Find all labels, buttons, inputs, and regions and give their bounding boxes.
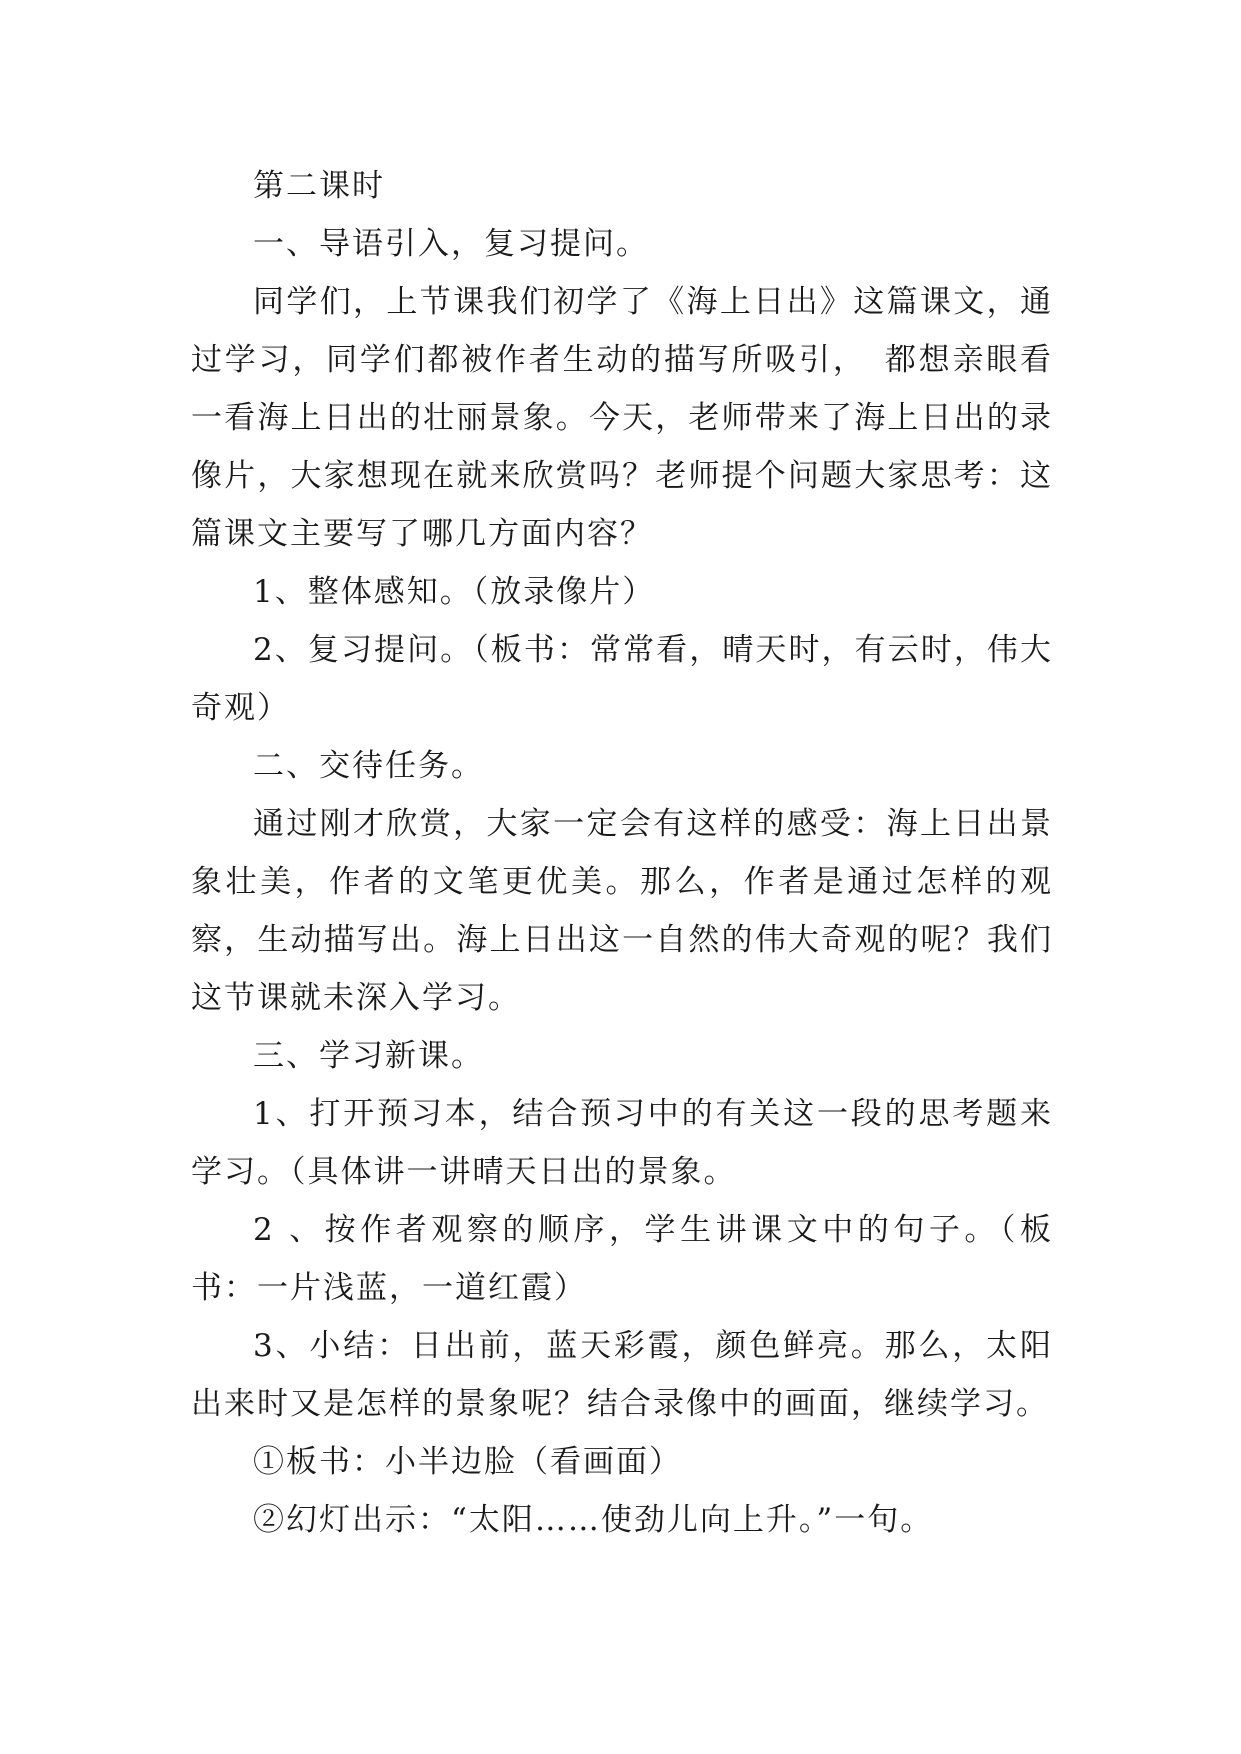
board-note-1: ①板书：小半边脸（看画面） [253,1444,682,1480]
step-open-workbook: 1、打开预习本，结合预习中的有关这一段的思考题来学习。（具体讲一讲晴天日出的景象。 [191,1096,1053,1190]
step-observation-order: 2 、按作者观察的顺序，学生讲课文中的句子。（板书：一片浅蓝，一道红霞） [191,1212,1053,1306]
section-heading-new-lesson: 三、学习新课。 [253,1038,484,1074]
step-review-questions: 2、复习提问。（板书：常常看，晴天时，有云时，伟大奇观） [191,632,1053,726]
board-note-2: ②幻灯出示：“太阳……使劲儿向上升。”一句。 [253,1502,934,1538]
step-summary: 3、小结：日出前，蓝天彩霞，颜色鲜亮。那么，太阳出来时又是怎样的景象呢？结合录像中的画面，继续学习。 [191,1328,1053,1422]
step-overall-perception: 1、整体感知。（放录像片） [253,574,656,610]
section-heading-intro: 一、导语引入，复习提问。 [253,226,649,262]
lesson-period-heading: 第二课时 [253,168,385,204]
section-heading-task: 二、交待任务。 [253,748,484,784]
task-paragraph: 通过刚才欣赏，大家一定会有这样的感受：海上日出景象壮美，作者的文笔更优美。那么，作者是通过怎样的观察，生动描写出。海上日出这一自然的伟大奇观的呢？我们这节课就未深入学习。 [191,806,1053,1016]
intro-paragraph: 同学们，上节课我们初学了《海上日出》这篇课文，通过学习，同学们都被作者生动的描写所吸引， 都想亲眼看一看海上日出的壮丽景象。今天，老师带来了海上日出的录像片，大家想现在就来欣赏吗？老师提个问题大家思考：这篇课文主要写了哪几方面内容？ [191,284,1053,552]
document-body [191,157,1053,1549]
